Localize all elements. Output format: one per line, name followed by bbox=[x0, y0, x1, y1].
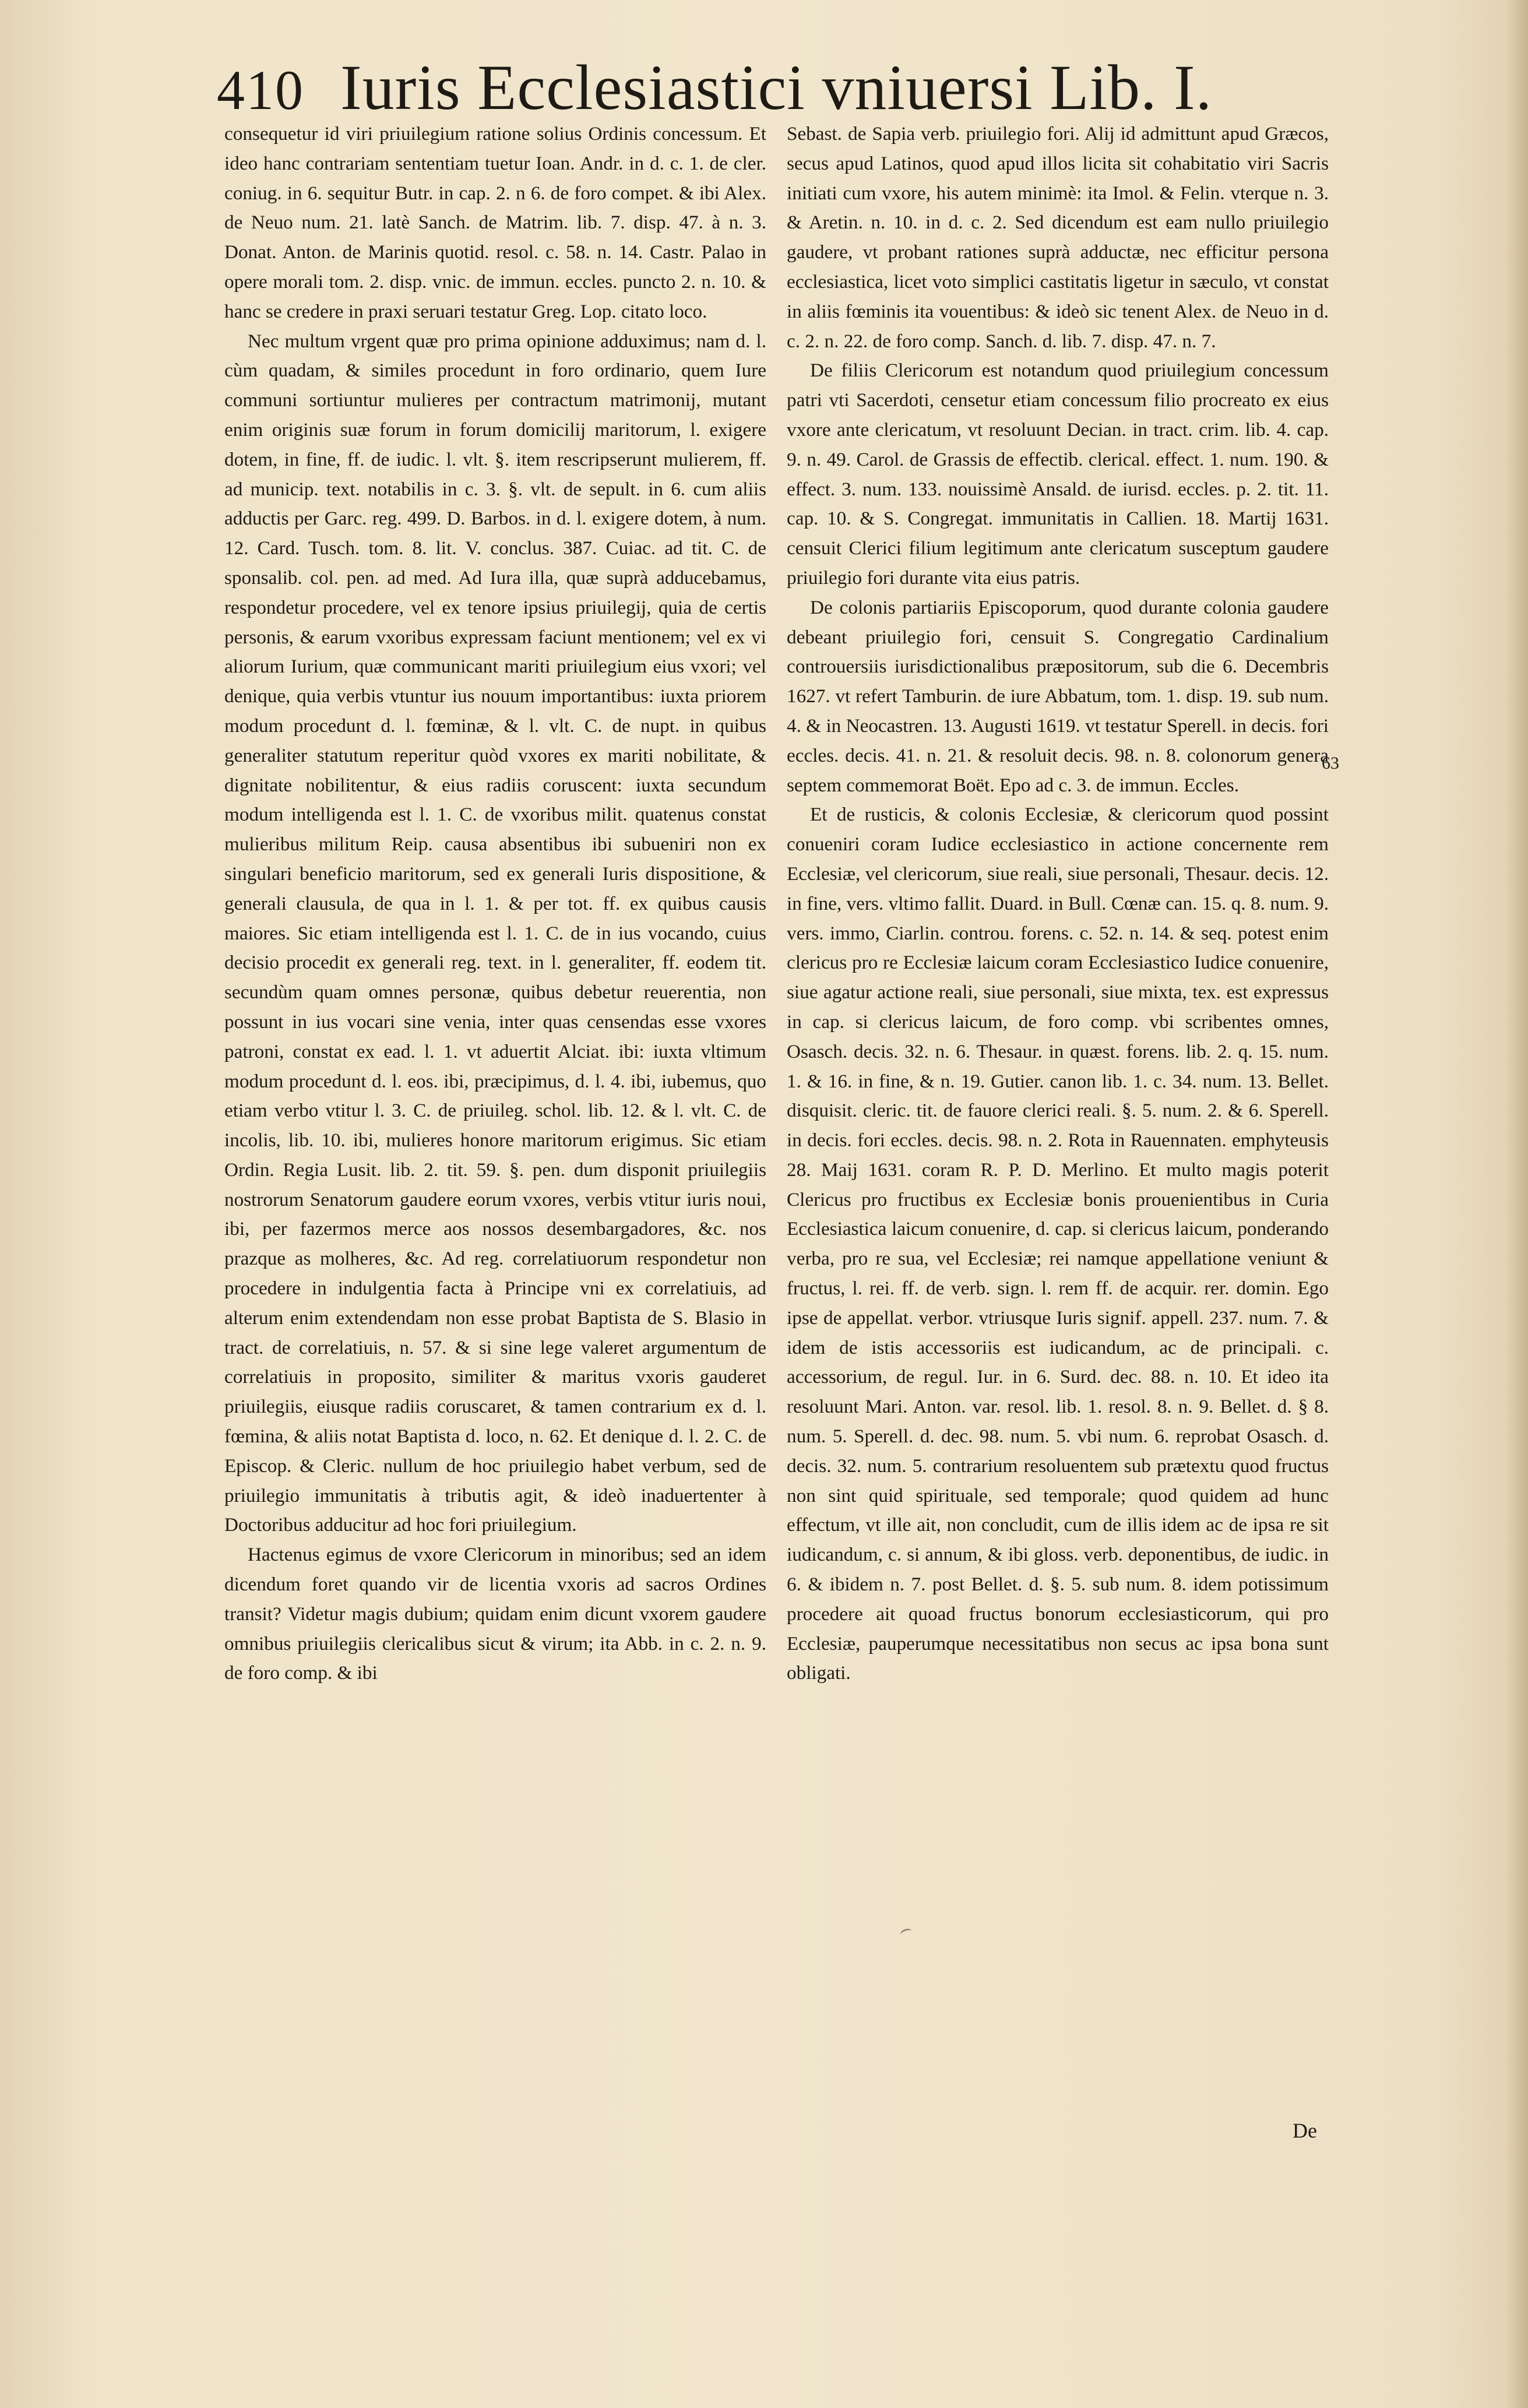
paragraph: De colonis partiariis Episcoporum, quod durante colonia gaudere debeant priuilegio fori, censuit S. Congregatio Cardinalium controuersiis iurisdictionalibus præpositorum, sub die 6. Decembris 1627. vt refert Tamburin. de iure Abbatum, tom. 1. disp. 19. sub num. 4. & in Neocastren. 13. Augusti 1619. vt testatur Sperell. in decis. fori eccles. decis. 41. n. 21. & resoluit decis. 98. n. 8. colonorum genera septem commemorat Boët. Epo ad c. 3. de immun. Eccles. bbox=[787, 596, 1329, 796]
paragraph: Nec multum vrgent quæ pro prima opinione adduximus; nam d. l. cùm quadam, & similes procedunt in foro ordinario, quem Iure communi sortiuntur mulieres per contractum matrimonij, mutant enim originis suæ forum in forum domicilij maritorum, l. exigere dotem, in fine, ff. de iudic. l. vlt. §. item rescripserunt mulierem, ff. ad municip. text. notabilis in c. 3. §. vlt. de sepult. in 6. cum aliis adductis per Garc. reg. 499. D. Barbos. in d. l. exigere dotem, à num. 12. Card. Tusch. tom. 8. lit. V. conclus. 387. Cuiac. ad tit. C. de sponsalib. col. pen. ad med. Ad Iura illa, quæ suprà adducebamus, respondetur procedere, vel ex tenore ipsius priuilegij, quia de certis personis, & earum vxoribus expressam faciunt mentionem; vel ex vi aliorum Iurium, quæ communicant mariti priuilegium eius vxori; vel denique, quia verbis vtuntur ius nouum importantibus: iuxta priorem modum procedunt d. l. fœminæ, & l. vlt. C. de nupt. in quibus generaliter statutum reperitur quòd vxores ex mariti nobilitate, & dignitate nobilitentur, & eius radiis coruscent: iuxta secundum modum intelligenda est l. 1. C. de vxoribus milit. quatenus constat mulieribus militum Reip. causa absentibus ibi subueniri non ex singulari beneficio maritorum, sed ex generali Iuris dispositione, & generali clausula, de qua in l. 1. & per tot. ff. ex quibus causis maiores. Sic etiam intelligenda est l. 1. C. de in ius vocando, cuius decisio procedit ex generali reg. text. in l. generaliter, ff. eodem tit. secundùm quam omnes personæ, quibus debetur reuerentia, non possunt in ius vocari sine venia, inter quas censendas esse vxores patroni, constat ex ead. l. 1. vt aduertit Alciat. ibi: iuxta vltimum modum procedunt d. l. eos. ibi, præcipimus, d. l. 4. ibi, iubemus, quo etiam verbo vtitur l. 3. C. de priuileg. schol. lib. 12. & l. vlt. C. de incolis, lib. 10. ibi, mulieres honore maritorum erigimus. Sic etiam Ordin. Regia Lusit. lib. 2. tit. 59. §. pen. dum disponit priuilegiis nostrorum Senatorum gaudere eorum vxores, verbis vtitur iuris noui, ibi, per fazermos merce aos nossos desembargadores, &c. nos prazque as molheres, &c. Ad reg. correlatiuorum respondetur non procedere in indulgentia facta à Principe vni ex correlatiuis, ad alterum enim extendendam non esse probat Baptista de S. Blasio in tract. de correlatiuis, n. 57. & si sine lege valeret argumentum de correlatiuis in proposito, similiter & maritus vxoris gauderet priuilegiis, eiusque radiis coruscaret, & tamen contrarium ex d. l. fœmina, & aliis notat Baptista d. loco, n. 62. Et denique d. l. 2. C. de Episcop. & Cleric. nullum de hoc priuilegio habet verbum, sed de priuilegio immunitatis à tributis agit, & ideò inaduertenter à Doctoribus adducitur ad hoc fori priuilegium. bbox=[224, 330, 766, 1536]
page-number: 410 bbox=[217, 59, 304, 121]
catchword: De bbox=[1293, 2119, 1317, 2142]
left-text-column bbox=[224, 119, 766, 1688]
paragraph: Et de rusticis, & colonis Ecclesiæ, & clericorum quod possint conueniri coram Iudice ecclesiastico in actione concernente rem Ecclesiæ, vel clericorum, siue reali, siue personali, Thesaur. decis. 12. in fine, vers. vltimo fallit. Duard. in Bull. Cœnæ can. 15. q. 8. num. 9. vers. immo, Ciarlin. controu. forens. c. 52. n. 14. & seq. potest enim clericus pro re Ecclesiæ laicum coram Ecclesiastico Iudice conuenire, siue agatur actione reali, siue personali, siue mixta, tex. est expressus in cap. si clericus laicum, de foro comp. vbi scribentes omnes, Osasch. decis. 32. n. 6. Thesaur. in quæst. forens. lib. 2. q. 15. num. 1. & 16. in fine, & n. 19. Gutier. canon lib. 1. c. 34. num. 13. Bellet. disquisit. cleric. tit. de fauore clerici reali. §. 5. num. 2. & 6. Sperell. in decis. fori eccles. decis. 98. n. 2. Rota in Rauennaten. emphyteusis 28. Maij 1631. coram R. P. D. Merlino. Et multo magis poterit Clericus pro fructibus ex Ecclesiæ bonis prouenientibus in Curia Ecclesiastica laicum conuenire, d. cap. si clericus laicum, ponderando verba, pro re sua, vel Ecclesiæ; rei namque appellatione veniunt & fructus, l. rei. ff. de verb. sign. l. rem ff. de acquir. rer. domin. Ego ipse de appellat. verbor. vtriusque Iuris signif. appell. 237. num. 7. & idem de istis accessoriis est iudicandum, ac de principali. c. accessorium, de regul. Iur. in 6. Surd. dec. 88. n. 10. Et ideo ita resoluunt Mari. Anton. var. resol. lib. 1. resol. 8. n. 9. Bellet. d. § 8. num. 5. Sperell. d. dec. 98. num. 5. vbi num. 6. reprobat Osasch. d. decis. 32. num. 5. contrarium resoluentem sub prætextu quod fructus non sint quid spirituale, sed temporale; quod quidem ad hunc effectum, vt ille ait, non concludit, cum de illis idem ac de ipsa re sit iudicandum, c. si annum, & ibi gloss. verb. deponentibus, de iudic. in 6. & ibidem n. 7. post Bellet. d. §. 5. sub num. 8. idem potissimum procedere ait quoad fructus bonorum ecclesiasticorum, qui pro Ecclesiæ, pauperumque necessitatibus non secus ac ipsa bona sunt obligati. bbox=[787, 804, 1329, 1684]
paragraph: De filiis Clericorum est notandum quod priuilegium concessum patri vti Sacerdoti, censetur etiam concessum filio procreato ex eius vxore ante clericatum, vt resoluunt Decian. in tract. crim. lib. 4. cap. 9. n. 49. Carol. de Grassis de effectib. clerical. effect. 1. num. 190. & effect. 3. num. 133. nouissimè Ansald. de iurisd. eccles. p. 2. tit. 11. cap. 10. & S. Congregat. immunitatis in Callien. 18. Martij 1631. censuit Clerici filium legitimum ante clericatum susceptum gaudere priuilegio fori durante vita eius patris. bbox=[787, 360, 1329, 589]
right-text-column bbox=[787, 119, 1329, 1688]
paragraph: consequetur id viri priuilegium ratione solius Ordinis concessum. Et ideo hanc contrariam sententiam tuetur Ioan. Andr. in d. c. 1. de cler. coniug. in 6. sequitur Butr. in cap. 2. n 6. de foro compet. & ibi Alex. de Neuo num. 21. latè Sanch. de Matrim. lib. 7. disp. 47. à n. 3. Donat. Anton. de Marinis quotid. resol. c. 58. n. 14. Castr. Palao in opere morali tom. 2. disp. vnic. de immun. eccles. puncto 2. n. 10. & hanc se credere in praxi seruari testatur Greg. Lop. citato loco. bbox=[224, 123, 766, 322]
running-title: Iuris Ecclesiastici vniuersi Lib. I. bbox=[340, 52, 1213, 123]
ink-mark bbox=[899, 1927, 913, 1938]
paragraph: Hactenus egimus de vxore Clericorum in minoribus; sed an idem dicendum foret quando vir de licentia vxoris ad sacros Ordines transit? Videtur magis dubium; quidam enim dicunt vxorem gaudere omnibus priuilegiis clericalibus sicut & virum; ita Abb. in c. 2. n. 9. de foro comp. & ibi bbox=[224, 1544, 766, 1684]
page-edge-shadow bbox=[1506, 0, 1528, 2408]
paragraph: Sebast. de Sapia verb. priuilegio fori. Alij id admittunt apud Græcos, secus apud Latinos, quod apud illos licita sit cohabitatio viri Sacris initiati cum vxore, his autem minimè: ita Imol. & Felin. vterque n. 3. & Aretin. n. 10. in d. c. 2. Sed dicendum est eam nullo priuilegio gaudere, vt probant rationes suprà adductæ, nec efficitur persona ecclesiastica, licet voto simplici castitatis ligetur in sæculo, vt constat in aliis fœminis ita vouentibus: & ideò sic tenent Alex. de Neuo in d. c. 2. n. 22. de foro comp. Sanch. d. lib. 7. disp. 47. n. 7. bbox=[787, 123, 1329, 352]
margin-note: 63 bbox=[1322, 754, 1339, 773]
